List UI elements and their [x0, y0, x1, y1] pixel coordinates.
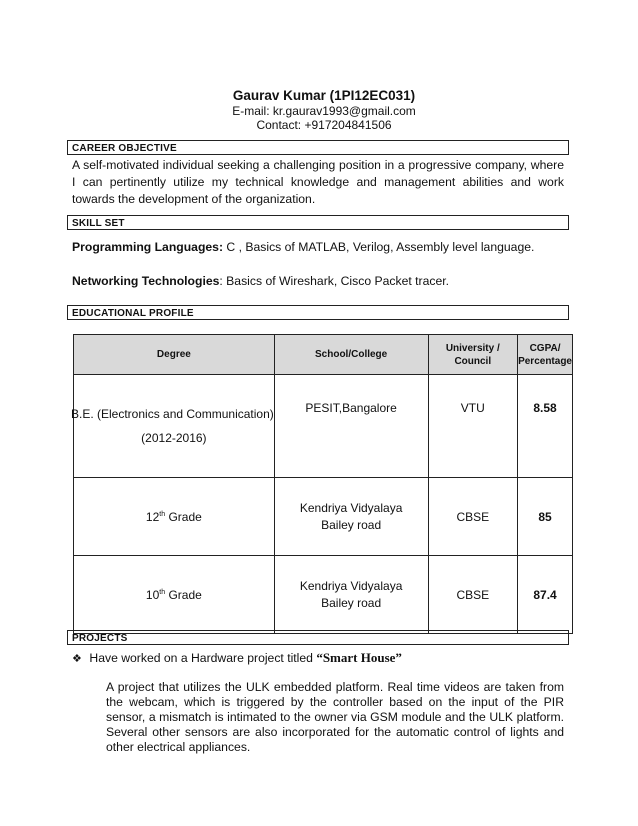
section-heading-educational-profile: EDUCATIONAL PROFILE	[67, 305, 569, 320]
education-table	[73, 334, 573, 634]
column-header-degree: Degree	[74, 335, 275, 375]
project-title: “Smart House”	[316, 650, 402, 665]
table-row	[74, 478, 573, 556]
score-cell: 87.4	[518, 556, 573, 634]
university-cell: CBSE	[428, 478, 518, 556]
column-header-school: School/College	[274, 335, 428, 375]
contact-line: Contact: +917204841506	[256, 118, 392, 132]
column-header-cgpa: CGPA/ Percentage	[518, 335, 573, 375]
score-cell: 8.58	[518, 375, 573, 478]
school-cell: PESIT,Bangalore	[274, 375, 428, 478]
project-bullet-line	[72, 650, 402, 666]
column-header-university: University / Council	[428, 335, 518, 375]
section-heading-skill-set: SKILL SET	[67, 215, 569, 230]
degree-cell: 12th Grade	[74, 478, 275, 556]
degree-cell: 10th Grade	[74, 556, 275, 634]
email-line: E-mail: kr.gaurav1993@gmail.com	[232, 104, 416, 118]
networking-technologies-value: : Basics of Wireshark, Cisco Packet tracer.	[219, 274, 450, 288]
section-heading-career-objective: CAREER OBJECTIVE	[67, 140, 569, 155]
school-cell: Kendriya Vidyalaya Bailey road	[274, 478, 428, 556]
university-cell: VTU	[428, 375, 518, 478]
section-heading-projects: PROJECTS	[67, 630, 569, 645]
candidate-name: Gaurav Kumar (1PI12EC031)	[232, 88, 416, 103]
project-bullet-text: Have worked on a Hardware project titled	[89, 651, 317, 665]
diamond-bullet-icon: ❖	[72, 653, 82, 665]
programming-languages-value: C , Basics of MATLAB, Verilog, Assembly level language.	[223, 240, 535, 254]
score-cell: 85	[518, 478, 573, 556]
table-row	[74, 556, 573, 634]
degree-cell: B.E. (Electronics and Communication) (2012-2016)	[74, 375, 275, 478]
table-row	[74, 375, 573, 478]
programming-languages-label: Programming Languages:	[72, 240, 224, 254]
table-header-row	[74, 335, 573, 375]
career-objective-text: A self-motivated individual seeking a challenging position in a progressive company, where I can pertinently utilize my technical knowledge and management abilities and work towards the development of the organization.	[72, 158, 564, 206]
programming-languages-line	[72, 240, 534, 254]
project-description: A project that utilizes the ULK embedded platform. Real time videos are taken from the webcam, which is triggered by the controller based on the input of the PIR sensor, a mismatch is intimated to the owner via GSM module and the ULK platform. Several other sensors are also incorporated for the automatic control of lights and other electrical appliances.	[106, 680, 564, 754]
university-cell: CBSE	[428, 556, 518, 634]
networking-technologies-line	[72, 274, 449, 288]
networking-technologies-label: Networking Technologies	[72, 274, 220, 288]
school-cell: Kendriya Vidyalaya Bailey road	[274, 556, 428, 634]
